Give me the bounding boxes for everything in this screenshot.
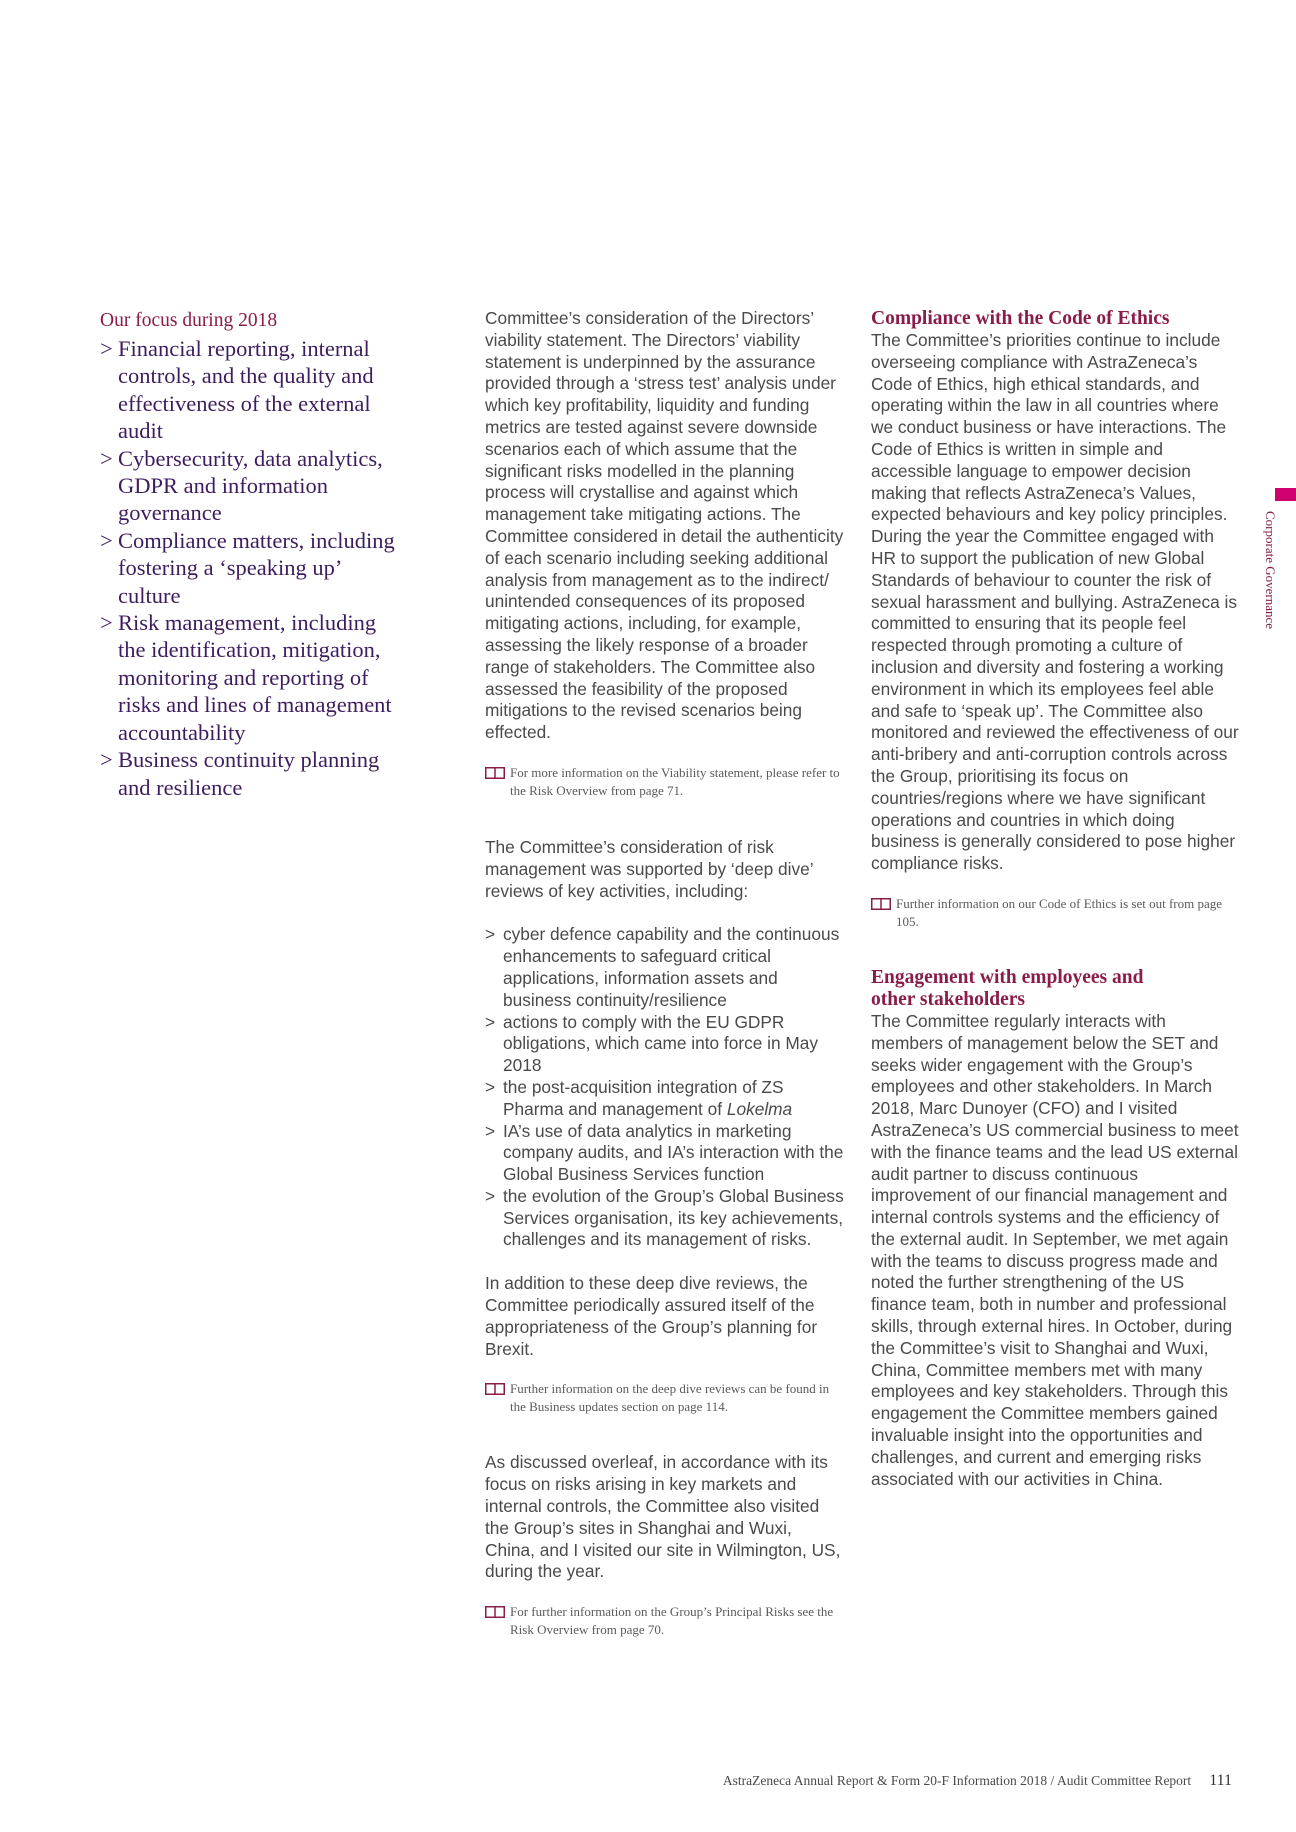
reference-text: For more information on the Viability statement, please refer to the Risk Overview from page 71. xyxy=(510,764,840,798)
engagement-heading: Engagement with employees and other stakeholders xyxy=(871,966,1144,1010)
viability-paragraph: Committee’s consideration of the Directors’ viability statement. The Directors’ viability statement is underpinned by the assurance provided through a ‘stress test’ analysis under which key profitability, liquidity and funding metrics are tested against severe downside scenarios each of which assume that the significant risks modelled in the planning process will crystallise and against which management take mitigating actions. The Committee considered in detail the authenticity of each scenario including seeking additional analysis from management as to the indirect/ unintended consequences of its proposed mitigating actions, including, for example, assessing the likely response of a broader range of stakeholders. The Committee also assessed the feasibility of the proposed mitigations to the revised scenarios being effected. xyxy=(485,308,844,743)
reference-text: Further information on our Code of Ethics is set out from page 105. xyxy=(896,895,1223,929)
code-of-ethics-reference[interactable] xyxy=(871,895,1241,931)
list-item xyxy=(485,1186,845,1251)
focus-item xyxy=(100,746,400,801)
open-book-icon xyxy=(871,898,891,910)
site-visits-paragraph: As discussed overleaf, in accordance with its focus on risks arising in key markets and internal controls, the Committee also visited the Group’s sites in Shanghai and Wuxi, China, and I visited our site in Wilmington, US, during the year. xyxy=(485,1452,841,1582)
list-item xyxy=(485,1077,845,1121)
list-item xyxy=(485,1012,845,1077)
engagement-paragraph: The Committee regularly interacts with members of management below the SET and seeks wider engagement with the Group’s employees and other stakeholders. In March 2018, Marc Dunoyer (CFO) and I visited AstraZeneca’s US commercial business to meet with the finance teams and the lead US external audit partner to discuss continuous improvement of our financial management and internal controls systems and the efficiency of the external audit. In September, we met again with the teams to discuss progress made and noted the further strengthening of the US finance team, both in number and professional skills, through external hires. In October, during the Committee’s visit to Shanghai and Wuxi, China, Committee members met with many employees and key stakeholders. Through this engagement the Committee members gained invaluable insight into the opportunities and challenges, and current and emerging risks associated with our activities in China. xyxy=(871,1010,1239,1489)
list-item-text: actions to comply with the EU GDPR obligations, which came into force in May 2018 xyxy=(503,1011,819,1076)
principal-risks-reference[interactable] xyxy=(485,1603,845,1639)
focus-item xyxy=(100,445,400,527)
focus-marker: > xyxy=(100,747,113,773)
open-book-icon xyxy=(485,1606,505,1618)
focus-marker: > xyxy=(100,610,113,636)
focus-item xyxy=(100,335,400,445)
focus-marker: > xyxy=(100,527,113,553)
focus-list xyxy=(100,335,400,801)
focus-item-text: Compliance matters, including fostering a ‘speaking up’ culture xyxy=(118,527,395,608)
focus-marker: > xyxy=(100,336,113,361)
bullet-marker: > xyxy=(485,1011,496,1032)
open-book-icon xyxy=(485,1383,505,1395)
product-name: Lokelma xyxy=(726,1098,793,1119)
list-item xyxy=(485,924,845,1011)
code-of-ethics-paragraph: The Committee’s priorities continue to include overseeing compliance with AstraZeneca’s Code of Ethics, high ethical standards, and operating within the law in all countries where we conduct business or have interactions. The Code of Ethics is written in simple and accessible language to empower decision making that reflects AstraZeneca’s Values, expected behaviours and key policy principles. During the year the Committee engaged with HR to support the publication of new Global Standards of behaviour to counter the risk of sexual harassment and bullying. AstraZeneca is committed to ensuring that its people feel respected through promoting a culture of inclusion and diversity and fostering a working environment in which its employees feel able and safe to ‘speak up’. The Committee also monitored and reviewed the effectiveness of our anti-bribery and anti-corruption controls across the Group, prioritising its focus on countries/regions where we have significant operations and countries in which doing business is generally considered to pose higher compliance risks. xyxy=(871,330,1239,874)
viability-reference[interactable] xyxy=(485,764,845,800)
bullet-marker: > xyxy=(485,924,496,945)
focus-heading: Our focus during 2018 xyxy=(100,310,278,331)
deep-dive-list xyxy=(485,924,845,1251)
focus-item xyxy=(100,609,400,746)
open-book-icon xyxy=(485,767,505,779)
middle-column xyxy=(485,308,845,1639)
list-item-text: IA’s use of data analytics in marketing company audits, and IA’s interaction with the Global Business Services function xyxy=(503,1120,844,1185)
page-footer xyxy=(723,1772,1232,1790)
focus-item-text: Financial reporting, internal controls, and the quality and effectiveness of the external audit xyxy=(118,336,374,444)
focus-column xyxy=(100,308,400,801)
focus-item xyxy=(100,527,400,609)
list-item-text: cyber defence capability and the continuous enhancements to safeguard critical applications, information assets and business continuity/resilience xyxy=(503,924,840,1010)
reference-text: For further information on the Group’s Principal Risks see the Risk Overview from page 70. xyxy=(510,1604,834,1638)
risk-management-paragraph: The Committee’s consideration of risk management was supported by ‘deep dive’ reviews of key activities, including: xyxy=(485,836,813,901)
section-tab-marker xyxy=(1275,488,1296,501)
code-of-ethics-heading: Compliance with the Code of Ethics xyxy=(871,308,1170,329)
focus-item-text: Business continuity planning and resilience xyxy=(118,747,380,800)
page-number: 111 xyxy=(1209,1772,1232,1789)
bullet-marker: > xyxy=(485,1185,496,1206)
right-column xyxy=(871,308,1241,1490)
reference-text: Further information on the deep dive reviews can be found in the Business updates section on page 114. xyxy=(510,1381,830,1415)
list-item xyxy=(485,1121,845,1186)
bullet-marker: > xyxy=(485,1076,496,1097)
focus-item-text: Risk management, including the identification, mitigation, monitoring and reporting of risks and lines of management accountability xyxy=(118,610,392,745)
bullet-marker: > xyxy=(485,1120,496,1141)
deep-dive-reference[interactable] xyxy=(485,1380,845,1416)
footer-title: AstraZeneca Annual Report & Form 20-F Information 2018 / Audit Committee Report xyxy=(722,1773,1192,1788)
section-label: Corporate Governance xyxy=(1263,511,1278,630)
focus-marker: > xyxy=(100,445,113,471)
list-item-text: the evolution of the Group’s Global Business Services organisation, its key achievements, challenges and its management of risks. xyxy=(503,1185,844,1250)
list-item-text: the post-acquisition integration of ZS Pharma and management of xyxy=(503,1076,784,1119)
brexit-paragraph: In addition to these deep dive reviews, the Committee periodically assured itself of the appropriateness of the Group’s planning for Brexit. xyxy=(485,1273,818,1359)
focus-item-text: Cybersecurity, data analytics, GDPR and information governance xyxy=(118,445,383,526)
